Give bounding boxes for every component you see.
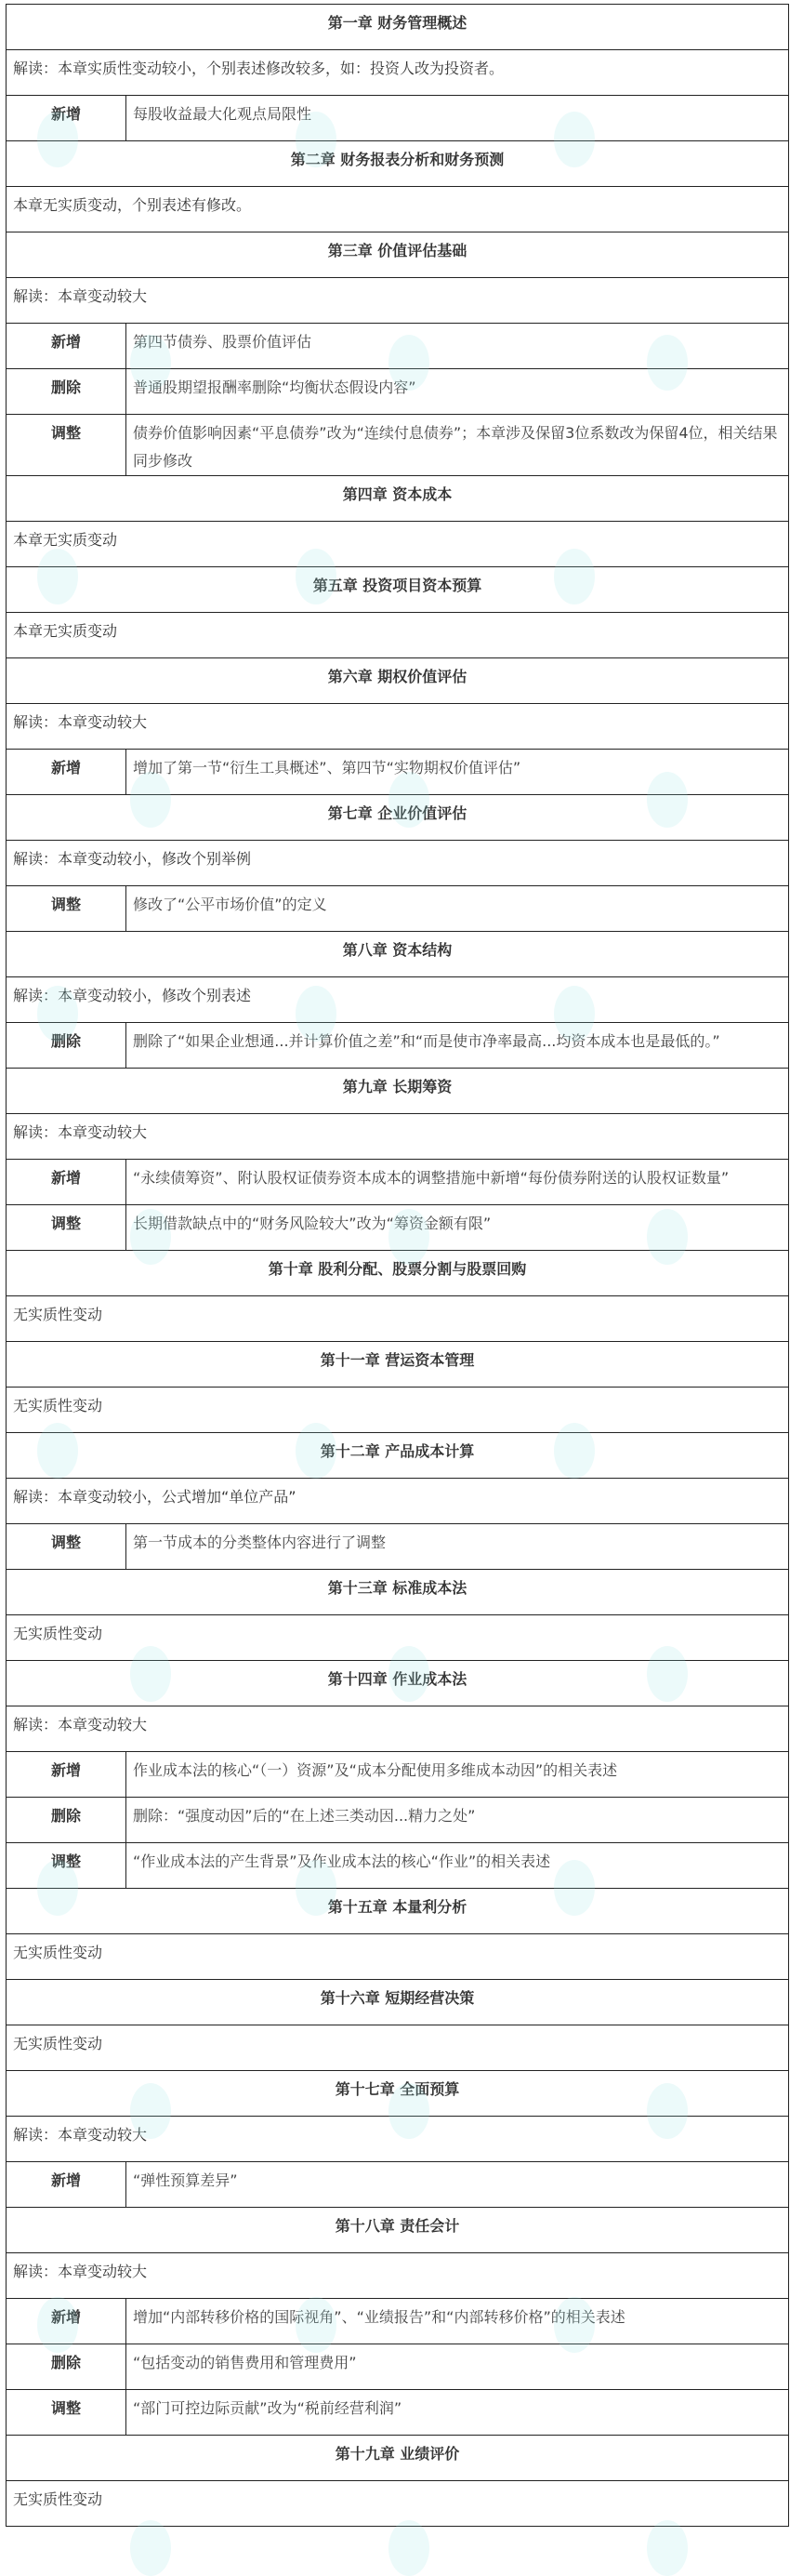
change-type-label: 删除 bbox=[7, 2344, 126, 2390]
chapter-note-row bbox=[7, 841, 789, 886]
change-description: 每股收益最大化观点局限性 bbox=[126, 96, 789, 141]
chapter-note-row bbox=[7, 1114, 789, 1160]
chapter-note: 解读：本章变动较小，修改个别举例 bbox=[7, 841, 789, 886]
change-type-label: 调整 bbox=[7, 1524, 126, 1570]
chapter-note: 本章无实质变动，个别表述有修改。 bbox=[7, 187, 789, 232]
chapter-note: 解读：本章变动较大 bbox=[7, 1706, 789, 1752]
chapter-note: 无实质性变动 bbox=[7, 1388, 789, 1433]
chapter-note-row bbox=[7, 522, 789, 567]
chapter-note-row bbox=[7, 704, 789, 750]
change-type-label: 调整 bbox=[7, 886, 126, 932]
chapter-note: 本章无实质变动 bbox=[7, 522, 789, 567]
chapter-note: 解读：本章变动较小，修改个别表述 bbox=[7, 977, 789, 1023]
change-description: 第四节债券、股票价值评估 bbox=[126, 324, 789, 369]
chapter-note-row bbox=[7, 2253, 789, 2299]
change-type-label: 删除 bbox=[7, 1023, 126, 1069]
chapter-title: 第十五章 本量利分析 bbox=[7, 1889, 789, 1934]
chapter-note-row bbox=[7, 613, 789, 658]
chapter-title: 第十二章 产品成本计算 bbox=[7, 1433, 789, 1479]
change-type-label: 新增 bbox=[7, 96, 126, 141]
chapter-note: 解读：本章变动较小，公式增加“单位产品” bbox=[7, 1479, 789, 1524]
chapter-title-row bbox=[7, 1342, 789, 1388]
chapter-title-row bbox=[7, 1433, 789, 1479]
chapter-title: 第四章 资本成本 bbox=[7, 476, 789, 522]
chapter-changes-table bbox=[6, 4, 789, 2527]
change-row bbox=[7, 1524, 789, 1570]
chapter-note: 解读：本章变动较大 bbox=[7, 704, 789, 750]
change-type-label: 删除 bbox=[7, 369, 126, 415]
chapter-title-row bbox=[7, 2436, 789, 2481]
change-description: 第一节成本的分类整体内容进行了调整 bbox=[126, 1524, 789, 1570]
change-row bbox=[7, 415, 789, 476]
change-row bbox=[7, 1752, 789, 1798]
chapter-title: 第二章 财务报表分析和财务预测 bbox=[7, 141, 789, 187]
chapter-note-row bbox=[7, 1479, 789, 1524]
chapter-title: 第五章 投资项目资本预算 bbox=[7, 567, 789, 613]
chapter-note: 解读：本章变动较大 bbox=[7, 2117, 789, 2162]
chapter-note: 无实质性变动 bbox=[7, 1296, 789, 1342]
change-row bbox=[7, 324, 789, 369]
change-row bbox=[7, 2299, 789, 2344]
chapter-note: 解读：本章变动较大 bbox=[7, 2253, 789, 2299]
change-type-label: 新增 bbox=[7, 750, 126, 795]
change-description: 债券价值影响因素“平息债券”改为“连续付息债券”；本章涉及保留3位系数改为保留4位，相关结果同步修改 bbox=[126, 415, 789, 476]
change-row bbox=[7, 886, 789, 932]
watermark-logo-icon bbox=[647, 2520, 688, 2576]
chapter-title-row bbox=[7, 1661, 789, 1706]
chapter-title: 第十章 股利分配、股票分割与股票回购 bbox=[7, 1251, 789, 1296]
change-description: “作业成本法的产生背景”及作业成本法的核心“作业”的相关表述 bbox=[126, 1843, 789, 1889]
change-type-label: 删除 bbox=[7, 1798, 126, 1843]
change-description: 长期借款缺点中的“财务风险较大”改为“筹资金额有限” bbox=[126, 1205, 789, 1251]
change-type-label: 调整 bbox=[7, 1843, 126, 1889]
change-row bbox=[7, 750, 789, 795]
chapter-note: 本章无实质变动 bbox=[7, 613, 789, 658]
change-type-label: 新增 bbox=[7, 1160, 126, 1205]
change-description: “包括变动的销售费用和管理费用” bbox=[126, 2344, 789, 2390]
change-description: 作业成本法的核心“（一）资源”及“成本分配使用多维成本动因”的相关表述 bbox=[126, 1752, 789, 1798]
change-row bbox=[7, 1843, 789, 1889]
chapter-title-row bbox=[7, 476, 789, 522]
change-description: “永续债筹资”、附认股权证债券资本成本的调整措施中新增“每份债券附送的认股权证数量” bbox=[126, 1160, 789, 1205]
chapter-title-row bbox=[7, 932, 789, 977]
chapter-title: 第十八章 责任会计 bbox=[7, 2208, 789, 2253]
chapter-title-row bbox=[7, 795, 789, 841]
chapter-note-row bbox=[7, 278, 789, 324]
chapter-note: 解读：本章变动较大 bbox=[7, 278, 789, 324]
change-description: 普通股期望报酬率删除“均衡状态假设内容” bbox=[126, 369, 789, 415]
change-description: 删除了“如果企业想通...并计算价值之差”和“而是使市净率最高...均资本成本也是最低的。” bbox=[126, 1023, 789, 1069]
chapter-title: 第三章 价值评估基础 bbox=[7, 232, 789, 278]
chapter-note-row bbox=[7, 1296, 789, 1342]
chapter-title: 第十七章 全面预算 bbox=[7, 2071, 789, 2117]
change-row bbox=[7, 1160, 789, 1205]
change-row bbox=[7, 2162, 789, 2208]
chapter-note: 解读：本章实质性变动较小，个别表述修改较多，如：投资人改为投资者。 bbox=[7, 50, 789, 96]
chapter-title-row bbox=[7, 5, 789, 50]
chapter-note-row bbox=[7, 977, 789, 1023]
chapter-note-row bbox=[7, 50, 789, 96]
change-description: “弹性预算差异” bbox=[126, 2162, 789, 2208]
change-type-label: 调整 bbox=[7, 1205, 126, 1251]
change-type-label: 新增 bbox=[7, 324, 126, 369]
change-description: 删除：“强度动因”后的“在上述三类动因...精力之处” bbox=[126, 1798, 789, 1843]
chapter-title: 第九章 长期筹资 bbox=[7, 1069, 789, 1114]
chapter-note: 无实质性变动 bbox=[7, 2025, 789, 2071]
chapter-title: 第十四章 作业成本法 bbox=[7, 1661, 789, 1706]
chapter-title-row bbox=[7, 1889, 789, 1934]
change-row bbox=[7, 1205, 789, 1251]
watermark-logo-icon bbox=[130, 2520, 171, 2576]
chapter-title-row bbox=[7, 141, 789, 187]
change-row bbox=[7, 1798, 789, 1843]
change-row bbox=[7, 369, 789, 415]
chapter-title: 第一章 财务管理概述 bbox=[7, 5, 789, 50]
change-description: 修改了“公平市场价值”的定义 bbox=[126, 886, 789, 932]
chapter-note-row bbox=[7, 2481, 789, 2527]
change-row bbox=[7, 2344, 789, 2390]
change-row bbox=[7, 2390, 789, 2436]
chapter-note: 无实质性变动 bbox=[7, 1934, 789, 1980]
chapter-title-row bbox=[7, 1069, 789, 1114]
chapter-title-row bbox=[7, 1570, 789, 1615]
change-row bbox=[7, 1023, 789, 1069]
watermark-logo-icon bbox=[388, 2520, 429, 2576]
chapter-title: 第七章 企业价值评估 bbox=[7, 795, 789, 841]
chapter-title: 第十九章 业绩评价 bbox=[7, 2436, 789, 2481]
change-type-label: 调整 bbox=[7, 415, 126, 476]
change-description: “部门可控边际贡献”改为“税前经营利润” bbox=[126, 2390, 789, 2436]
chapter-title: 第六章 期权价值评估 bbox=[7, 658, 789, 704]
chapter-note-row bbox=[7, 2025, 789, 2071]
chapter-note-row bbox=[7, 2117, 789, 2162]
change-description: 增加了第一节“衍生工具概述”、第四节“实物期权价值评估” bbox=[126, 750, 789, 795]
chapter-title-row bbox=[7, 1980, 789, 2025]
chapter-title-row bbox=[7, 2071, 789, 2117]
chapter-note-row bbox=[7, 187, 789, 232]
chapter-note-row bbox=[7, 1388, 789, 1433]
chapter-note: 无实质性变动 bbox=[7, 1615, 789, 1661]
chapter-note: 无实质性变动 bbox=[7, 2481, 789, 2527]
chapter-title-row bbox=[7, 567, 789, 613]
chapter-note-row bbox=[7, 1934, 789, 1980]
change-type-label: 新增 bbox=[7, 1752, 126, 1798]
chapter-title: 第十六章 短期经营决策 bbox=[7, 1980, 789, 2025]
chapter-title-row bbox=[7, 1251, 789, 1296]
table-body bbox=[7, 5, 789, 2527]
chapter-title-row bbox=[7, 232, 789, 278]
change-type-label: 新增 bbox=[7, 2162, 126, 2208]
chapter-note-row bbox=[7, 1706, 789, 1752]
change-description: 增加“内部转移价格的国际视角”、“业绩报告”和“内部转移价格”的相关表述 bbox=[126, 2299, 789, 2344]
chapter-title-row bbox=[7, 2208, 789, 2253]
chapter-title: 第十三章 标准成本法 bbox=[7, 1570, 789, 1615]
change-row bbox=[7, 96, 789, 141]
chapter-note: 解读：本章变动较大 bbox=[7, 1114, 789, 1160]
chapter-note-row bbox=[7, 1615, 789, 1661]
change-type-label: 调整 bbox=[7, 2390, 126, 2436]
chapter-title: 第十一章 营运资本管理 bbox=[7, 1342, 789, 1388]
chapter-title-row bbox=[7, 658, 789, 704]
chapter-title: 第八章 资本结构 bbox=[7, 932, 789, 977]
change-type-label: 新增 bbox=[7, 2299, 126, 2344]
